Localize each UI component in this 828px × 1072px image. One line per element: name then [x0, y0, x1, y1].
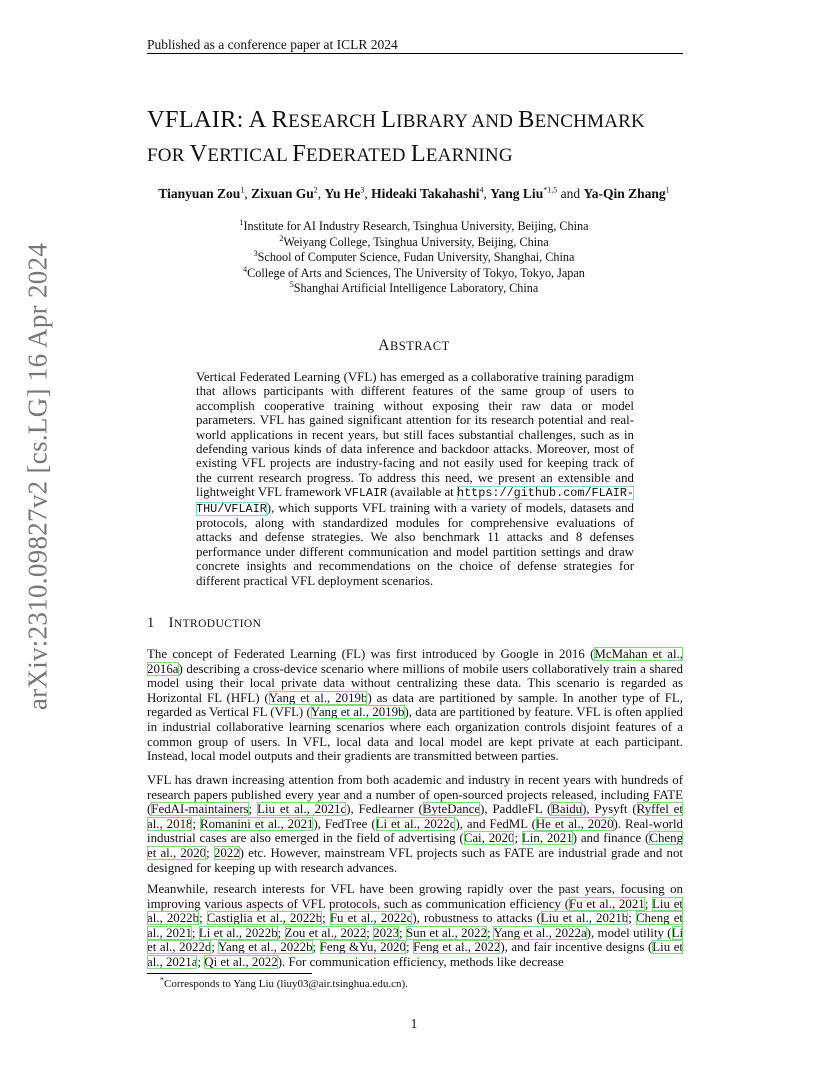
- paragraph-text: ;: [211, 940, 219, 955]
- citation-link[interactable]: Fu et al., 2021: [569, 896, 645, 911]
- citation-link[interactable]: Feng et al., 2022: [413, 940, 501, 955]
- paragraph-text: ) etc. However, mainstream VFL projects such as FATE are industrial grade and not designed for keeping up with research advances.: [147, 845, 684, 875]
- affiliation: $^3$School of Computer Science, Fudan University, Shanghai, China: [253, 249, 575, 265]
- author-affil-mark: 1: [665, 185, 670, 195]
- citation-link[interactable]: Fu et al., 2022c: [329, 911, 413, 926]
- paragraph-text: ;: [206, 845, 214, 860]
- citation-link[interactable]: Liu et al., 2021b: [540, 911, 629, 926]
- author-name: Zixuan Gu: [251, 186, 314, 201]
- paragraph-text: ), and fair incentive designs (: [500, 940, 653, 955]
- paragraph-text: Meanwhile, research interests for VFL have been growing rapidly over the past years, focusing on improving various aspects of VFL protocols, such as communication efficiency (: [147, 882, 683, 911]
- arxiv-stamp[interactable]: arXiv:2310.09827v2 [cs.LG] 16 Apr 2024: [22, 242, 53, 711]
- affiliation-list: [140, 219, 688, 297]
- paragraph-text: ;: [197, 954, 205, 969]
- citation-link[interactable]: Romanini et al., 2021: [199, 816, 314, 831]
- paragraph-text: ), Fedlearner (: [346, 802, 423, 817]
- citation-link[interactable]: Castiglia et al., 2022b: [206, 911, 323, 926]
- paragraph-text: ), Pysyft (: [582, 802, 637, 817]
- paragraph-text: VFL has drawn increasing attention from both academic and industry in recent years with hundreds of research papers published every year and a number of open-sourced projects released, including FATE (: [147, 773, 683, 817]
- citation-link[interactable]: Cheng et al., 2021: [147, 911, 683, 940]
- title-line-2: FOR VERTICAL FEDERATED LEARNING: [147, 140, 513, 167]
- abstract-heading: ABSTRACT: [378, 337, 450, 354]
- affiliation: $^5$Shanghai Artificial Intelligence Laboratory, China: [289, 280, 539, 296]
- running-header: Published as a conference paper at ICLR 2024: [147, 37, 398, 52]
- paragraph-text: ), data are partitioned by feature. VFL is often applied in industrial collaborative learning scenarios where each organization controls disjoint features of a common group of users. In VFL, local data and local model are kept private at each participant. Instead, local model outputs and their gradients are transmitted between parties.: [147, 705, 683, 764]
- citation-link[interactable]: Yang et al., 2022a: [493, 925, 587, 940]
- footnote: *Corresponds to Yang Liu (liuy03@air.tsinghua.edu.cn).: [160, 975, 408, 990]
- section-heading: 1 INTRODUCTION: [147, 615, 262, 631]
- citation-link[interactable]: Qi et al., 2022: [204, 954, 278, 969]
- paragraph-text: ;: [399, 925, 406, 940]
- citation-link[interactable]: ByteDance: [422, 802, 481, 817]
- paragraph-text: ), and FedML (: [455, 816, 536, 831]
- citation-link[interactable]: Baidu: [551, 802, 583, 817]
- paragraph-text: ;: [277, 925, 285, 940]
- citation-link[interactable]: 2022: [213, 845, 240, 860]
- repo-url-link[interactable]: https://github.com/FLAIR-THU/VFLAIR: [196, 486, 634, 516]
- footnote-rule: [147, 973, 312, 974]
- paper-title: [147, 104, 707, 172]
- paragraph-text: ), model utility (: [586, 925, 672, 940]
- citation-link[interactable]: Sun et al., 2022: [405, 925, 487, 940]
- paragraph-text: ;: [199, 911, 207, 926]
- affiliation: $^2$Weiyang College, Tsinghua University, Beijing, China: [279, 233, 549, 249]
- paragraph-text: ;: [312, 940, 320, 955]
- intro-paragraph-1: [147, 647, 683, 764]
- author-name: Tianyuan Zou: [158, 186, 241, 201]
- paragraph-text: ;: [322, 911, 330, 926]
- author-name: Yang Liu: [490, 186, 544, 201]
- citation-link[interactable]: Zou et al., 2022: [284, 925, 367, 940]
- paragraph-text: ;: [192, 816, 200, 831]
- author-list: Tianyuan Zou$^1$, Zixuan Gu$^2$, Yu He$^3$, Hideaki Takahashi$^4$, Yang Liu$^{*1,5}$ and Ya-Qin Zhang$^1$: [158, 185, 670, 201]
- citation-link[interactable]: Yang et al., 2022b: [218, 940, 313, 955]
- abstract-body: Vertical Federated Learning (VFL) has emerged as a collaborative training paradigm that allows participants with different features of the same group of users to accomplish cooperative training without exposing their raw data or model parameters. VFL has gained significant attention for its research potential and real-world applications in recent years, but still faces substantial challenges, such as in defending various kinds of data inference and backdoor attacks. Moreover, most of existing VFL projects are industry-facing and not easily used for keeping track of the current research progress. To address this need, we present an extensible and lightweight VFL framework VFLAIR (available at https://github.com/FLAIR-THU/VFLAIR), which supports VFL training with a variety of models, datasets and protocols, along with standardized modules for comprehensive evaluations of attacks and defense strategies. We also benchmark 11 attacks and 8 defenses performance under different communication and model partition settings and draw concrete insights and recommendations on the choice of defense strategies for different practical VFL deployment scenarios.: [196, 370, 634, 588]
- paragraph-text: ;: [486, 925, 494, 940]
- citation-link[interactable]: Cai, 2020: [463, 831, 515, 846]
- citation-link[interactable]: Feng &Yu, 2020: [319, 940, 406, 955]
- author-name: Ya-Qin Zhang: [583, 186, 666, 201]
- paragraph-text: ) describing a cross-device scenario where millions of mobile users collaboratively train a shared model using their local private data without centralizing these data. This scenario is regarded as Horizontal FL (HFL) (: [147, 661, 683, 705]
- paragraph-text: ), FedTree (: [313, 816, 376, 831]
- citation-link[interactable]: Liu et al., 2021a: [147, 940, 683, 969]
- intro-paragraph-3: [147, 882, 683, 970]
- intro-paragraph-2: [147, 773, 683, 875]
- citation-link[interactable]: Li et al., 2022d: [147, 925, 684, 955]
- citation-link[interactable]: 2023: [373, 925, 400, 940]
- citation-link[interactable]: He et al., 2020: [535, 816, 614, 831]
- citation-link[interactable]: Lin, 2021: [521, 831, 573, 846]
- paragraph-text: ) as data are partitioned by sample. In another type of FL, regarded as Vertical FL (VFL) (: [147, 690, 684, 720]
- citation-link[interactable]: Ryffel et al., 2018: [147, 802, 683, 831]
- affiliation: $^1$Institute for AI Industry Research, Tsinghua University, Beijing, China: [239, 217, 589, 233]
- citation-link[interactable]: Liu et al., 2022b: [147, 896, 683, 926]
- author-affil-mark: 1: [240, 185, 245, 195]
- citation-link[interactable]: Liu et al., 2021c: [257, 802, 347, 817]
- paragraph-text: ;: [514, 831, 522, 846]
- header-rule: [147, 53, 683, 54]
- title-line-1: VFLAIR: A RESEARCH LIBRARY AND BENCHMARK: [147, 106, 645, 133]
- paragraph-text: ). For communication efficiency, methods like decrease: [277, 954, 564, 969]
- citation-link[interactable]: FedAI-maintainers: [151, 802, 249, 817]
- paragraph-text: ;: [366, 925, 374, 940]
- citation-link[interactable]: Li et al., 2022b: [198, 925, 278, 940]
- affiliation: $^4$College of Arts and Sciences, The University of Tokyo, Tokyo, Japan: [243, 264, 585, 280]
- citation-link[interactable]: Yang et al., 2019b: [310, 705, 405, 720]
- paragraph-text: ), PaddleFL (: [480, 802, 552, 817]
- paragraph-text: ;: [628, 911, 636, 926]
- author-and: and: [557, 186, 584, 201]
- paragraph-text: ), robustness to attacks (: [412, 911, 541, 926]
- paragraph-text: The concept of Federated Learning (FL) was first introduced by Google in 2016 (: [147, 647, 595, 661]
- author-affil-mark: 3: [360, 185, 365, 195]
- citation-link[interactable]: McMahan et al., 2016a: [147, 647, 684, 676]
- author-affil-mark: *1,5: [543, 185, 558, 195]
- author-affil-mark: 4: [479, 185, 484, 195]
- citation-link[interactable]: Cheng et al., 2020: [147, 831, 684, 860]
- citation-link[interactable]: Li et al., 2022c: [375, 816, 456, 831]
- author-affil-mark: 2: [313, 185, 318, 195]
- paragraph-text: ) and finance (: [572, 831, 650, 846]
- author-name: Yu He: [324, 186, 361, 201]
- page-number: 1: [410, 1016, 418, 1031]
- paragraph-text: ;: [191, 925, 199, 940]
- author-name: Hideaki Takahashi: [371, 186, 480, 201]
- code-name: VFLAIR: [344, 486, 388, 501]
- paragraph-text: ;: [405, 940, 414, 955]
- paragraph-text: ). Real-world industrial cases are also emerged in the field of advertising (: [147, 816, 683, 846]
- citation-link[interactable]: Yang et al., 2019b: [268, 690, 368, 705]
- paragraph-text: ;: [644, 896, 653, 911]
- paragraph-text: ;: [248, 802, 258, 817]
